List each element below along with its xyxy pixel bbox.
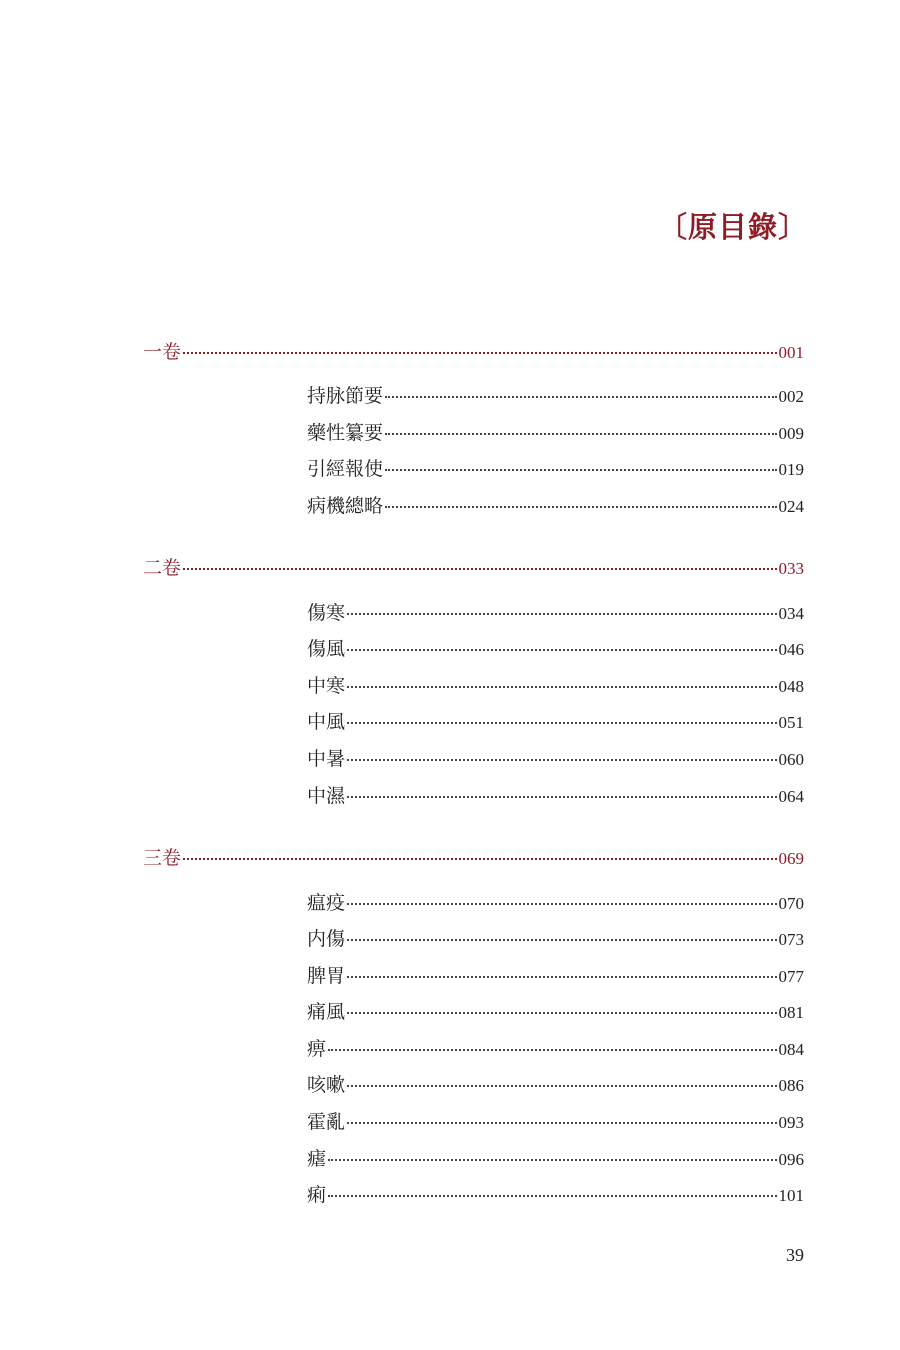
entry-page: 051 bbox=[778, 713, 804, 732]
dot-leader bbox=[347, 722, 776, 724]
entry-label: 中暑 bbox=[307, 748, 346, 770]
dot-leader bbox=[183, 352, 776, 354]
dot-leader bbox=[347, 796, 776, 798]
entry-label: 傷風 bbox=[307, 638, 346, 660]
entry-page: 060 bbox=[778, 750, 804, 769]
dot-leader bbox=[347, 976, 776, 978]
volume-page: 033 bbox=[778, 559, 804, 578]
toc-entry[interactable] bbox=[307, 888, 804, 914]
toc-entry[interactable] bbox=[307, 598, 804, 624]
entry-page: 093 bbox=[778, 1113, 804, 1132]
toc-entry[interactable] bbox=[307, 381, 804, 407]
dot-leader bbox=[347, 613, 776, 615]
toc-entry[interactable] bbox=[307, 1107, 804, 1133]
entry-label: 痛風 bbox=[307, 1001, 346, 1023]
dot-leader bbox=[347, 903, 776, 905]
entry-page: 034 bbox=[778, 604, 804, 623]
entry-label: 咳嗽 bbox=[307, 1074, 346, 1096]
entry-page: 084 bbox=[778, 1040, 804, 1059]
entry-page: 101 bbox=[778, 1186, 804, 1205]
page-title: 〔原目錄〕 bbox=[657, 210, 808, 244]
entry-label: 中風 bbox=[307, 711, 346, 733]
toc-entry[interactable] bbox=[307, 1070, 804, 1096]
toc-volume-2[interactable] bbox=[143, 553, 804, 579]
toc-entry[interactable] bbox=[307, 454, 804, 480]
entry-page: 019 bbox=[778, 460, 804, 479]
dot-leader bbox=[347, 759, 776, 761]
volume-label: 三卷 bbox=[143, 847, 182, 869]
dot-leader bbox=[328, 1195, 776, 1197]
entry-label: 持脉節要 bbox=[307, 385, 384, 407]
toc-entry[interactable] bbox=[307, 924, 804, 950]
entry-label: 瘧 bbox=[307, 1148, 327, 1170]
volume-page: 001 bbox=[778, 343, 804, 362]
dot-leader bbox=[183, 568, 776, 570]
toc-entry[interactable] bbox=[307, 781, 804, 807]
toc-entry[interactable] bbox=[307, 997, 804, 1023]
dot-leader bbox=[328, 1159, 776, 1161]
dot-leader bbox=[385, 433, 776, 435]
dot-leader bbox=[347, 1122, 776, 1124]
entry-label: 内傷 bbox=[307, 928, 346, 950]
entry-page: 002 bbox=[778, 387, 804, 406]
entry-label: 病機總略 bbox=[307, 495, 384, 517]
dot-leader bbox=[385, 469, 776, 471]
entry-label: 霍亂 bbox=[307, 1111, 346, 1133]
dot-leader bbox=[385, 396, 776, 398]
entry-label: 痢 bbox=[307, 1184, 327, 1206]
toc-entry[interactable] bbox=[307, 744, 804, 770]
entry-page: 086 bbox=[778, 1076, 804, 1095]
entry-page: 064 bbox=[778, 787, 804, 806]
dot-leader bbox=[183, 858, 776, 860]
entry-label: 瘟疫 bbox=[307, 892, 346, 914]
entry-page: 046 bbox=[778, 640, 804, 659]
toc-volume-1[interactable] bbox=[143, 337, 804, 363]
toc-entry[interactable] bbox=[307, 1144, 804, 1170]
volume-page: 069 bbox=[778, 849, 804, 868]
entry-page: 048 bbox=[778, 677, 804, 696]
volume-label: 二卷 bbox=[143, 557, 182, 579]
entry-page: 096 bbox=[778, 1150, 804, 1169]
entry-label: 中濕 bbox=[307, 785, 346, 807]
page-number: 39 bbox=[786, 1245, 804, 1265]
toc-volume-3[interactable] bbox=[143, 843, 804, 869]
entry-label: 脾胃 bbox=[307, 965, 346, 987]
toc-entry[interactable] bbox=[307, 418, 804, 444]
dot-leader bbox=[347, 1085, 776, 1087]
entry-label: 引經報使 bbox=[307, 458, 384, 480]
toc-entry[interactable] bbox=[307, 1034, 804, 1060]
toc-entry[interactable] bbox=[307, 634, 804, 660]
entry-page: 024 bbox=[778, 497, 804, 516]
entry-label: 藥性纂要 bbox=[307, 422, 384, 444]
entry-page: 077 bbox=[778, 967, 804, 986]
dot-leader bbox=[347, 649, 776, 651]
entry-page: 009 bbox=[778, 424, 804, 443]
toc-entry[interactable] bbox=[307, 1180, 804, 1206]
toc-entry[interactable] bbox=[307, 671, 804, 697]
volume-label: 一卷 bbox=[143, 341, 182, 363]
entry-page: 070 bbox=[778, 894, 804, 913]
toc-entry[interactable] bbox=[307, 961, 804, 987]
entry-label: 中寒 bbox=[307, 675, 346, 697]
entry-label: 痹 bbox=[307, 1038, 327, 1060]
dot-leader bbox=[328, 1049, 776, 1051]
toc-entry[interactable] bbox=[307, 491, 804, 517]
dot-leader bbox=[347, 686, 776, 688]
entry-page: 081 bbox=[778, 1003, 804, 1022]
dot-leader bbox=[385, 506, 776, 508]
entry-page: 073 bbox=[778, 930, 804, 949]
dot-leader bbox=[347, 1012, 776, 1014]
toc-entry[interactable] bbox=[307, 707, 804, 733]
entry-label: 傷寒 bbox=[307, 602, 346, 624]
dot-leader bbox=[347, 939, 776, 941]
